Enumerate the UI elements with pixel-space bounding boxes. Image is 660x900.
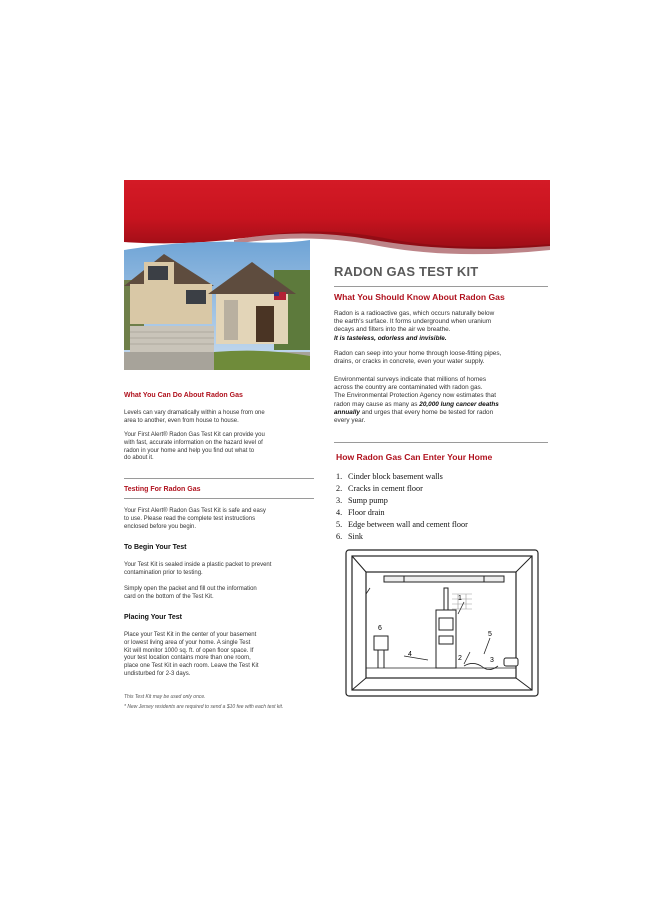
placing-test-heading: Placing Your Test — [124, 614, 182, 621]
note-single-use: This Test Kit may be used only once. — [124, 694, 206, 700]
begin-test-para-2: Simply open the packet and fill out the information card on the bottom of the Test Kit. — [124, 586, 257, 600]
list-item: 5. Edge between wall and cement floor — [336, 520, 468, 530]
testing-heading: Testing For Radon Gas — [124, 486, 201, 493]
enter-home-heading: How Radon Gas Can Enter Your Home — [336, 452, 493, 462]
begin-test-para-1: Your Test Kit is sealed inside a plastic packet to prevent contamination prior to testing. — [124, 562, 272, 576]
placing-test-para: Place your Test Kit in the center of your basement or lowest living area of your home. A single Test Kit will monitor 1000 sq. ft. of open floor space. If your test location contains more than one room, place one Test Kit in each room. Leave the Test Kit undisturbed for 2-3 days. — [124, 632, 259, 677]
what-you-can-do-para-2: Your First Alert® Radon Gas Test Kit can provide you with fast, accurate information on the hazard level of radon in your home and help you find out what to do about it. — [124, 432, 265, 462]
know-radon-para-1: Radon is a radioactive gas, which occurs naturally below the earth's surface. It forms underground when uranium decays and filters into the air we breathe. It is tasteless, odorless and invisible. — [334, 310, 495, 342]
section-rule — [334, 442, 548, 443]
page-title: RADON GAS TEST KIT — [334, 264, 479, 279]
house-photo — [124, 240, 310, 370]
diagram-label-1: 1 — [458, 595, 462, 602]
list-item: 6. Sink — [336, 532, 364, 542]
diagram-label-4: 4 — [408, 651, 412, 658]
list-item: 3. Sump pump — [336, 496, 388, 506]
title-rule — [334, 286, 548, 287]
know-radon-para-3: Environmental surveys indicate that millions of homes across the country are contaminated with radon gas. The Environmental Protection Agency now estimates that radon may cause as many as 20,000 lung cancer deaths annually and urges that every home be tested for radon every year. — [334, 376, 499, 425]
know-radon-heading: What You Should Know About Radon Gas — [334, 292, 505, 302]
know-radon-para-2: Radon can seep into your home through loose-fitting pipes, drains, or cracks in concrete, even your water supply. — [334, 350, 502, 366]
diagram-label-3: 3 — [490, 657, 494, 664]
list-item: 2. Cracks in cement floor — [336, 484, 423, 494]
what-you-can-do-heading: What You Can Do About Radon Gas — [124, 392, 243, 399]
flyer-page — [124, 180, 550, 725]
note-new-jersey: * New Jersey residents are required to send a $10 fee with each test kit. — [124, 704, 284, 710]
what-you-can-do-para-1: Levels can vary dramatically within a house from one area to another, even from house to house. — [124, 410, 265, 424]
diagram-label-6: 6 — [378, 625, 382, 632]
left-rule-2 — [124, 498, 314, 499]
testing-para: Your First Alert® Radon Gas Test Kit is safe and easy to use. Please read the complete test instructions enclosed before you begin. — [124, 508, 266, 530]
left-rule-1 — [124, 478, 314, 479]
list-item: 1. Cinder block basement walls — [336, 472, 443, 481]
begin-test-heading: To Begin Your Test — [124, 544, 187, 551]
entry-points-list — [336, 471, 468, 544]
list-item: 4. Floor drain — [336, 508, 385, 518]
diagram-label-5: 5 — [488, 631, 492, 638]
diagram-label-2: 2 — [458, 655, 462, 662]
basement-diagram — [344, 548, 540, 698]
